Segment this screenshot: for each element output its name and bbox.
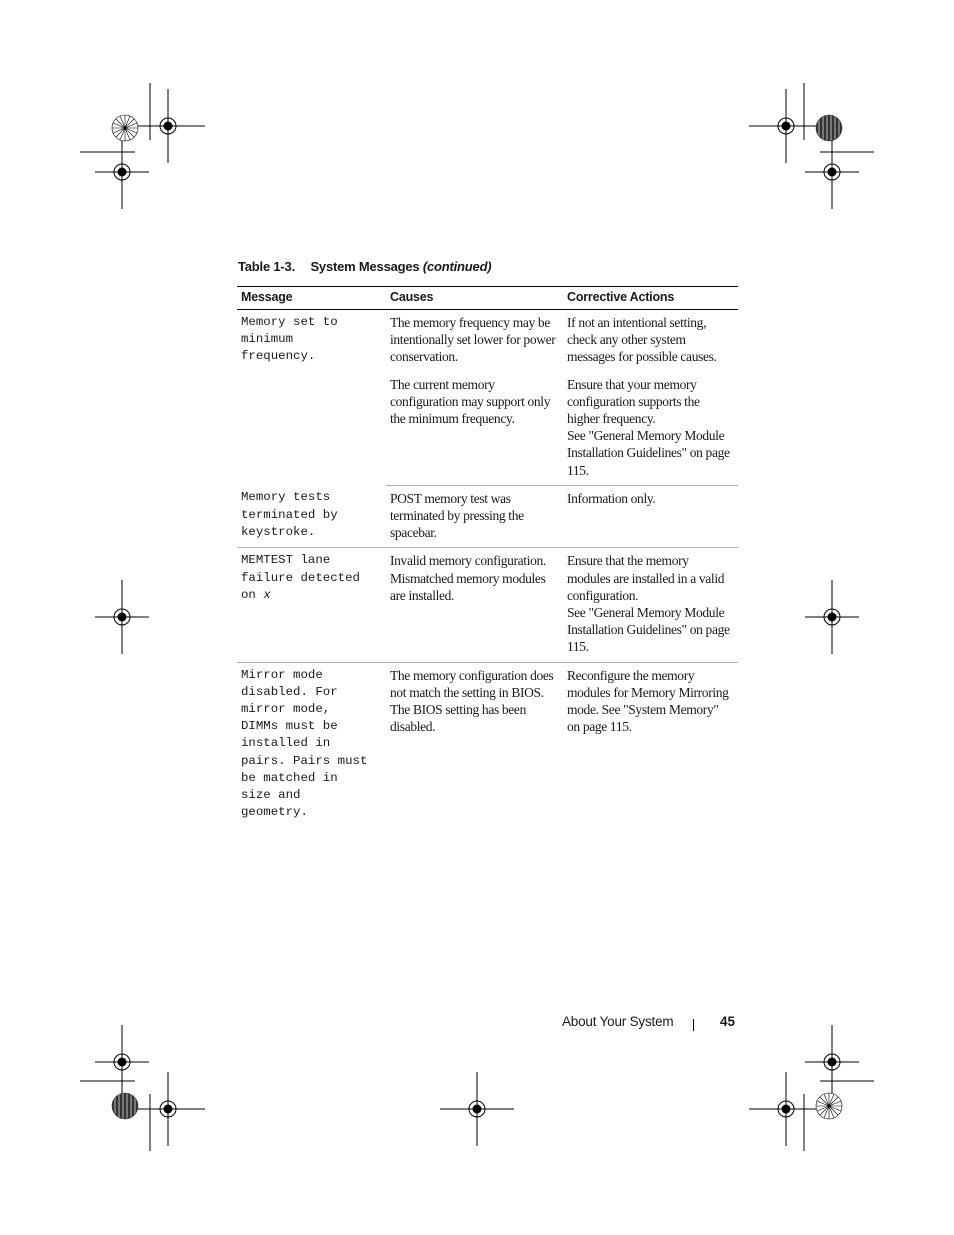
table-caption [238, 259, 491, 274]
table-continued: (continued) [422, 259, 492, 274]
table-row [237, 662, 738, 827]
action-cell [563, 548, 738, 662]
page-number: 45 [720, 1014, 736, 1029]
cause-cell: The memory frequency may be intentionally set lower for power conservation. [390, 315, 556, 365]
message-cell [237, 310, 386, 486]
cause-cell: POST memory test was terminated by pressing the spacebar. [386, 485, 563, 548]
action-reference: See "General Memory Module Installation Guidelines" on page 115. [567, 605, 730, 655]
action-cell [563, 372, 738, 486]
cause-cell: The memory configuration does not match the setting in BIOS. The BIOS setting has been disabled. [390, 667, 554, 735]
action-cell: If not an intentional setting, check any other system messages for possible causes. [567, 315, 717, 365]
system-messages-table [237, 286, 738, 827]
message-text-main: MEMTEST lane failure detected on [241, 553, 360, 602]
footer-section-title: About Your System [562, 1014, 674, 1029]
table-number: Table 1-3. [238, 259, 296, 274]
action-text: Ensure that your memory configuration supports the higher frequency. [567, 376, 700, 427]
table-row [237, 548, 738, 662]
message-text [241, 552, 384, 604]
header-corrective-actions: Corrective Actions [563, 287, 738, 310]
header-causes: Causes [386, 287, 563, 310]
message-text: Memory set to minimum frequency. [241, 315, 338, 364]
message-text: Mirror mode disabled. For mirror mode, DIMMs must be installed in pairs. Pairs must be matched in size and geometry. [241, 667, 368, 820]
action-cell: Reconfigure the memory modules for Memory Mirroring mode. See "System Memory" on page 115. [567, 667, 729, 735]
table-row [237, 485, 738, 548]
message-text: Memory tests terminated by keystroke. [241, 490, 338, 539]
table-title: System Messages [310, 259, 420, 274]
footer-divider [693, 1019, 694, 1031]
cause-cell: Invalid memory configuration. Mismatched memory modules are installed. [386, 548, 563, 662]
action-text: Ensure that the memory modules are installed in a valid configuration. [567, 553, 725, 603]
table-row [237, 310, 738, 372]
header-message: Message [237, 287, 386, 310]
table-header-row [237, 287, 738, 310]
message-cell [237, 548, 386, 662]
action-reference: See "General Memory Module Installation Guidelines" on page 115. [567, 428, 730, 478]
message-cell [237, 662, 386, 827]
cause-cell: The current memory configuration may support only the minimum frequency. [386, 372, 563, 486]
message-cell [237, 485, 386, 548]
message-variable: x [263, 587, 271, 602]
action-cell: Information only. [563, 485, 738, 548]
